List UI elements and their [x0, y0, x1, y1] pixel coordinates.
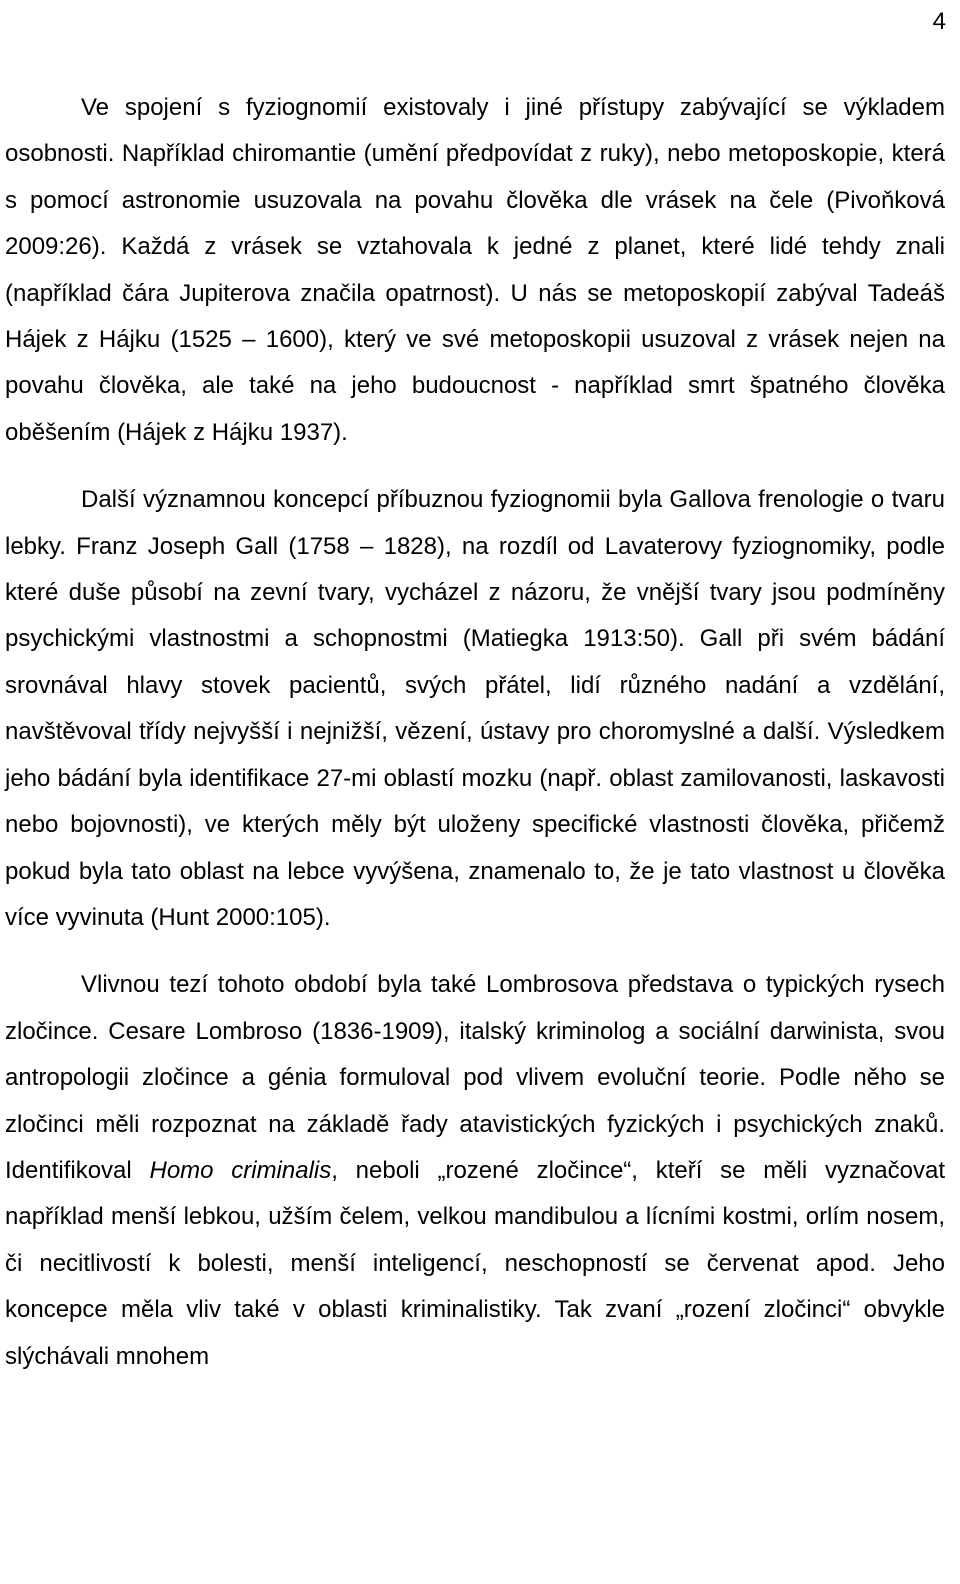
document-body — [5, 85, 945, 1380]
paragraph-lombroso — [5, 962, 945, 1380]
paragraph-frenologie: Další významnou koncepcí příbuznou fyziognomii byla Gallova frenologie o tvaru lebky. Franz Joseph Gall (1758 – 1828), na rozdíl od Lavaterovy fyziognomiky, podle které duše působí na zevní tvary, vycházel z názoru, že vnější tvary jsou podmíněny psychickými vlastnostmi a schopnostmi (Matiegka 1913:50). Gall při svém bádání srovnával hlavy stovek pacientů, svých přátel, lidí různého nadání a vzdělání, navštěvoval třídy nejvyšší i nejnižší, vězení, ústavy pro choromyslné a další. Výsledkem jeho bádání byla identifikace 27-mi oblastí mozku (např. oblast zamilovanosti, laskavosti nebo bojovnosti), ve kterých měly být uloženy specifické vlastnosti člověka, přičemž pokud byla tato oblast na lebce vyvýšena, znamenalo to, že je tato vlastnost u člověka více vyvinuta (Hunt 2000:105). — [5, 486, 945, 931]
italic-term-homo-criminalis: Homo criminalis — [149, 1156, 332, 1184]
paragraph-metoposkopie: Ve spojení s fyziognomií existovaly i jiné přístupy zabývající se výkladem osobnosti. Například chiromantie (umění předpovídat z ruky), nebo metoposkopie, která s pomocí astronomie usuzovala na povahu člověka dle vrásek na čele (Pivoňková 2009:26). Každá z vrásek se vztahovala k jedné z planet, které lidé tehdy znali (například čára Jupiterova značila opatrnost). U nás se metoposkopií zabýval Tadeáš Hájek z Hájku (1525 – 1600), který ve své metoposkopii usuzoval z vrásek nejen na povahu člověka, ale také na jeho budoucnost - například smrt špatného člověka oběšením (Hájek z Hájku 1937). — [5, 94, 945, 446]
paragraph-lombroso-part-2: , neboli „rozené zločince“, kteří se měli vyznačovat například menší lebkou, užším čelem, velkou mandibulou a lícními kostmi, orlím nosem, či necitlivostí k bolesti, menší inteligencí, neschopností se červenat apod. Jeho koncepce měla vliv také v oblasti kriminalistiky. Tak zvaní „rození zločinci“ obvykle slýchávali mnohem — [5, 1156, 946, 1370]
paragraph-lombroso-part-1: Vlivnou tezí tohoto období byla také Lombrosova představa o typických rysech zločince. Cesare Lombroso (1836-1909), italský kriminolog a sociální darwinista, svou antropologii zločince a génia formuloval pod vlivem evoluční teorie. Podle něho se zločinci měli rozpoznat na základě řady atavistických fyzických i psychických znaků. Identifikoval — [5, 971, 945, 1184]
page-number: 4 — [932, 8, 946, 35]
